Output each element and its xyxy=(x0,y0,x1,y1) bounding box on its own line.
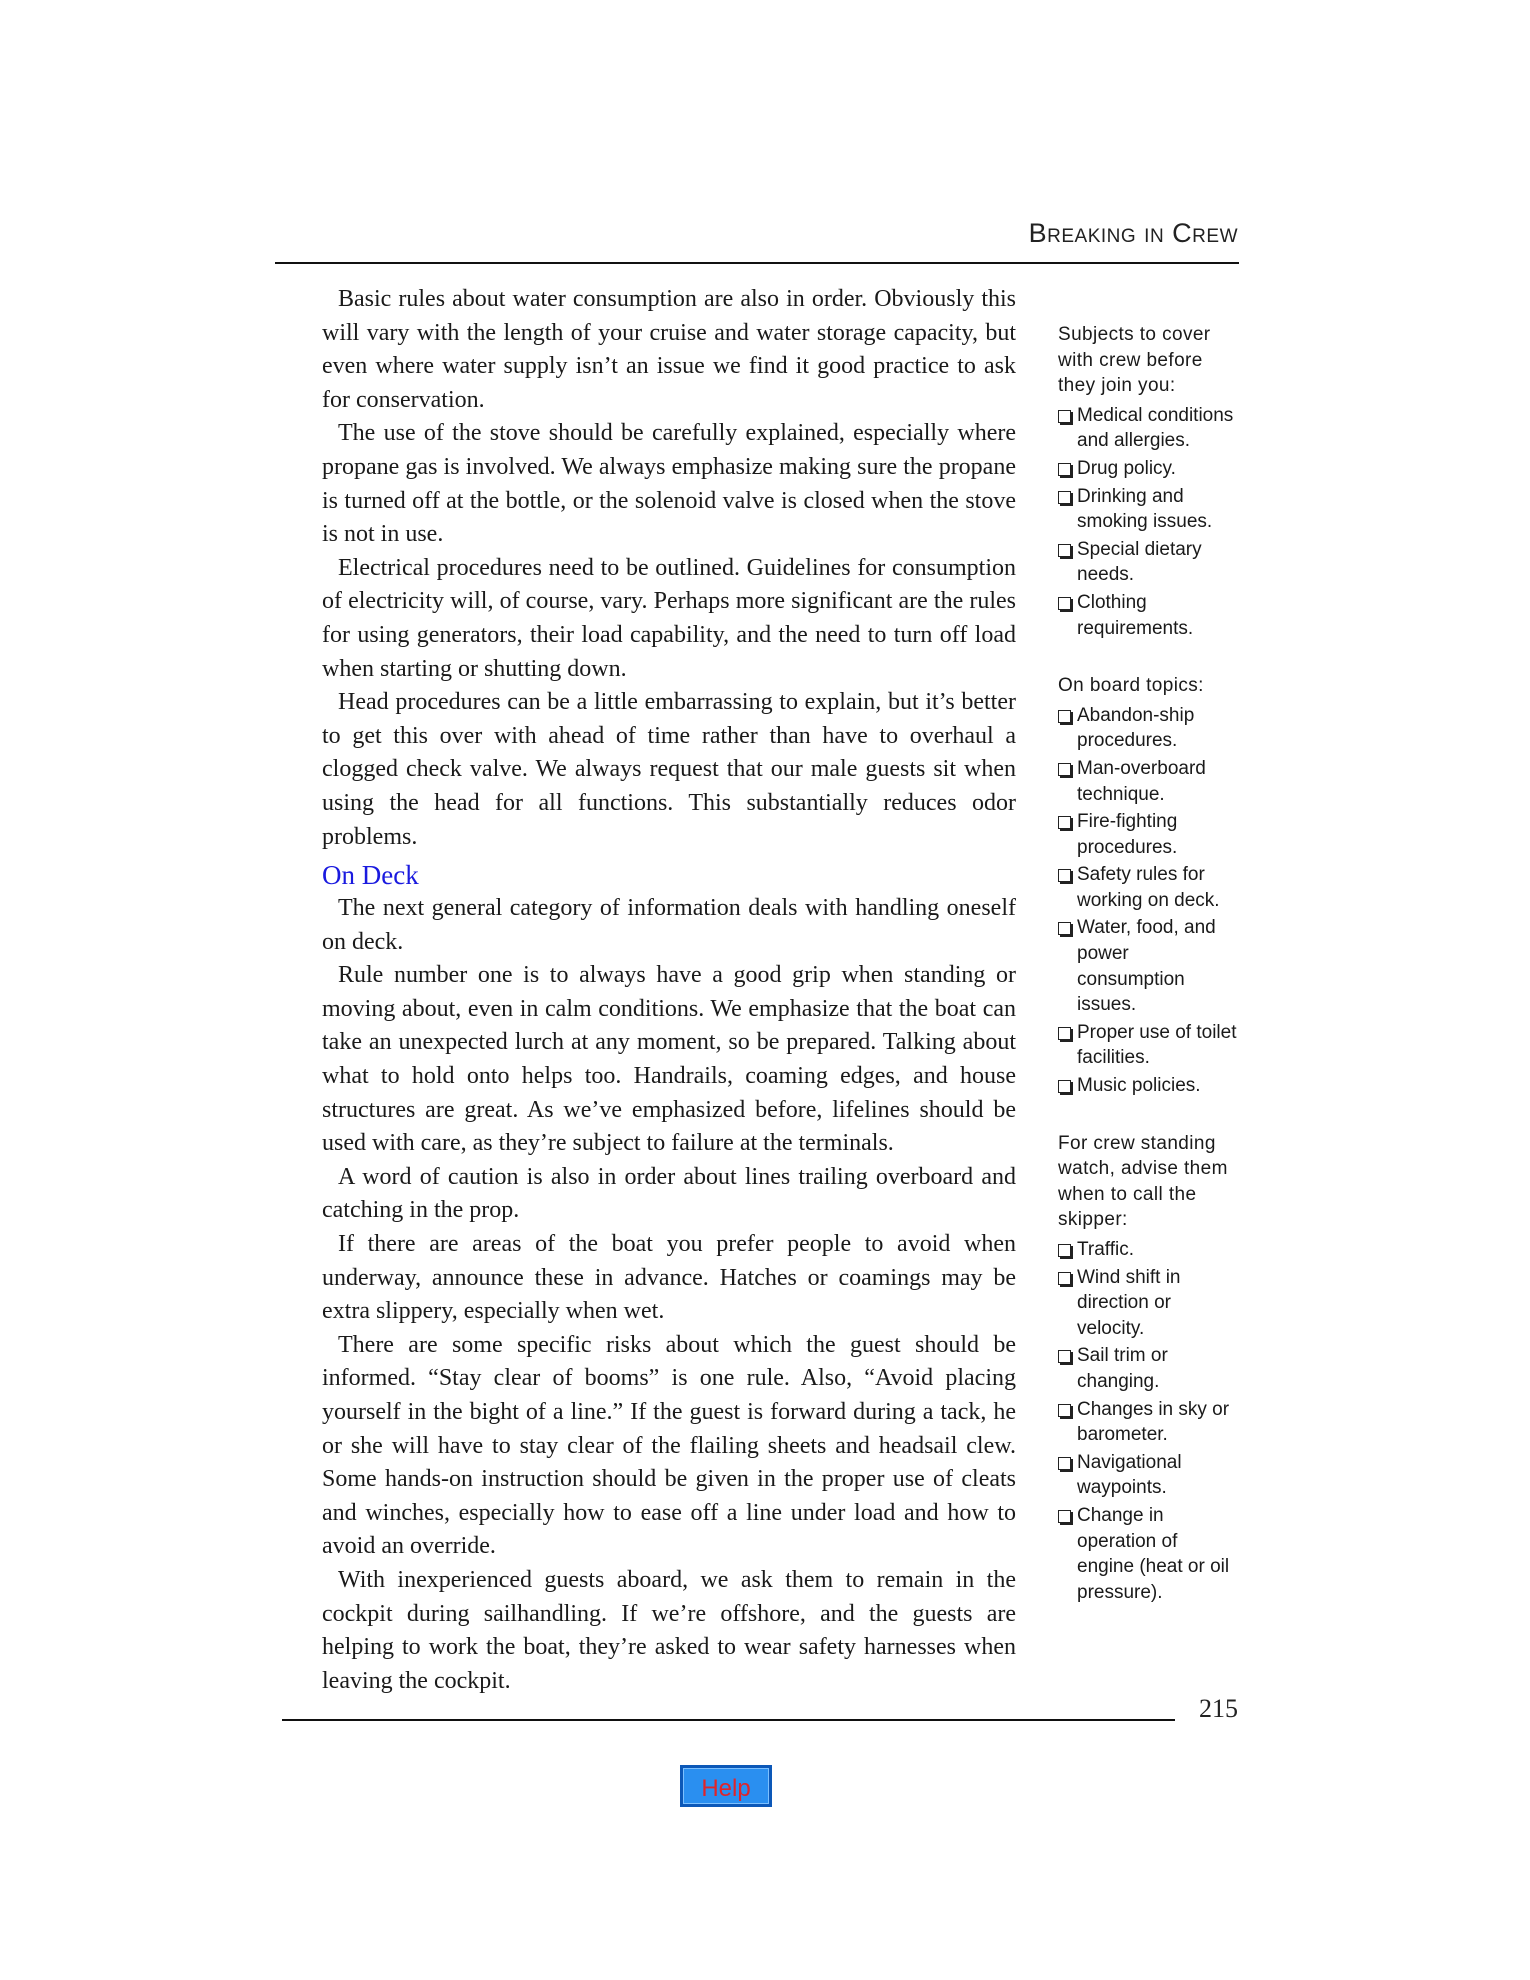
paragraph: Electrical procedures need to be outlined. Guidelines for consumption of electricity will, of course, vary. Perhaps more significant are the rules for using generators, their load capability, and the need to turn off load when starting or shutting down. xyxy=(322,554,1016,682)
checklist-item: Special dietary needs. xyxy=(1058,537,1238,588)
checkbox-icon xyxy=(1058,1272,1071,1285)
checkbox-icon xyxy=(1058,922,1071,935)
checklist xyxy=(1058,1237,1238,1605)
paragraph: If there are areas of the boat you prefer people to avoid when underway, announce these in advance. Hatches or coamings may be extra slippery, especially when wet. xyxy=(322,1231,1016,1325)
checkbox-icon xyxy=(1058,491,1071,504)
main-text xyxy=(322,283,1016,1698)
checklist-group xyxy=(1058,1131,1238,1606)
checkbox-icon xyxy=(1058,763,1071,776)
checklist-item: Medical conditions and allergies. xyxy=(1058,403,1238,454)
checklist xyxy=(1058,403,1238,641)
footer-rule xyxy=(282,1719,1175,1721)
checklist-item: Traffic. xyxy=(1058,1237,1238,1263)
running-head: Breaking in Crew xyxy=(1028,218,1238,248)
checklist-item: Water, food, and power consumption issues. xyxy=(1058,915,1238,1017)
checkbox-icon xyxy=(1058,1457,1071,1470)
checkbox-icon xyxy=(1058,710,1071,723)
checklist-item: Wind shift in direction or velocity. xyxy=(1058,1265,1238,1342)
checklist-item: Clothing requirements. xyxy=(1058,590,1238,641)
checkbox-icon xyxy=(1058,1350,1071,1363)
section-heading: On Deck xyxy=(322,860,419,891)
help-button[interactable]: Help xyxy=(680,1765,772,1807)
paragraph: Rule number one is to always have a good grip when standing or moving about, even in calm conditions. We emphasize that the boat can take an unexpected lurch at any moment, so be prepared. Talking about what to hold onto helps too. Handrails, coaming edges, and house structures are great. As we’ve emphasized before, lifelines should be used with care, as they’re subject to failure at the terminals. xyxy=(322,962,1016,1157)
checklist xyxy=(1058,703,1238,1099)
checklist-group xyxy=(1058,322,1238,641)
checkbox-icon xyxy=(1058,1404,1071,1417)
paragraph: Head procedures can be a little embarrassing to explain, but it’s better to get this over with ahead of time rather than have to overhaul a clogged check valve. We always request that our male guests sit when using the head for all functions. This substantially reduces odor problems. xyxy=(322,689,1016,850)
paragraph: The next general category of information deals with handling oneself on deck. xyxy=(322,895,1016,955)
checklist-item: Sail trim or changing. xyxy=(1058,1343,1238,1394)
sidebar-checklist xyxy=(1058,322,1238,1607)
checklist-item: Music policies. xyxy=(1058,1073,1238,1099)
page-number: 215 xyxy=(1199,1694,1238,1723)
checkbox-icon xyxy=(1058,1510,1071,1523)
checklist-item: Safety rules for working on deck. xyxy=(1058,862,1238,913)
checkbox-icon xyxy=(1058,410,1071,423)
paragraph: There are some specific risks about which the guest should be informed. “Stay clear of booms” is one rule. Also, “Avoid placing yourself in the bight of a line.” If the guest is forward during a tack, he or she will have to stay clear of the flailing sheets and headsail clew. Some hands-on instruction should be given in the proper use of cleats and winches, especially how to ease off a line under load and how to avoid an override. xyxy=(322,1331,1016,1560)
checkbox-icon xyxy=(1058,597,1071,610)
checkbox-icon xyxy=(1058,463,1071,476)
checkbox-icon xyxy=(1058,1027,1071,1040)
checklist-item: Fire-fighting procedures. xyxy=(1058,809,1238,860)
checklist-item: Proper use of toilet facilities. xyxy=(1058,1020,1238,1071)
checkbox-icon xyxy=(1058,1244,1071,1257)
checklist-item: Change in operation of engine (heat or oil pressure). xyxy=(1058,1503,1238,1605)
checklist-item: Man-overboard technique. xyxy=(1058,756,1238,807)
checkbox-icon xyxy=(1058,544,1071,557)
checklist-group xyxy=(1058,673,1238,1099)
checklist-item: Drinking and smoking issues. xyxy=(1058,484,1238,535)
checklist-item: Navigational waypoints. xyxy=(1058,1450,1238,1501)
checklist-intro: For crew standing watch, advise them when to call the skipper: xyxy=(1058,1132,1228,1231)
checklist-item: Abandon-ship procedures. xyxy=(1058,703,1238,754)
checkbox-icon xyxy=(1058,869,1071,882)
paragraph: The use of the stove should be carefully explained, especially where propane gas is involved. We always emphasize making sure the propane is turned off at the bottle, or the solenoid valve is closed when the stove is not in use. xyxy=(322,420,1016,548)
paragraph: A word of caution is also in order about lines trailing overboard and catching in the prop. xyxy=(322,1163,1016,1224)
checklist-item: Drug policy. xyxy=(1058,456,1238,482)
checkbox-icon xyxy=(1058,1080,1071,1093)
paragraph: With inexperienced guests aboard, we ask them to remain in the cockpit during sailhandling. If we’re offshore, and the guests are helping to work the boat, they’re asked to wear safety harnesses when leaving the cockpit. xyxy=(322,1566,1016,1694)
paragraph: Basic rules about water consumption are also in order. Obviously this will vary with the length of your cruise and water storage capacity, but even where water supply isn’t an issue we find it good practice to ask for conservation. xyxy=(322,286,1016,413)
header-rule xyxy=(275,262,1239,264)
checkbox-icon xyxy=(1058,816,1071,829)
checklist-intro: Subjects to cover with crew before they join you: xyxy=(1058,324,1211,397)
checklist-item: Changes in sky or barometer. xyxy=(1058,1397,1238,1448)
checklist-intro: On board topics: xyxy=(1058,675,1204,697)
